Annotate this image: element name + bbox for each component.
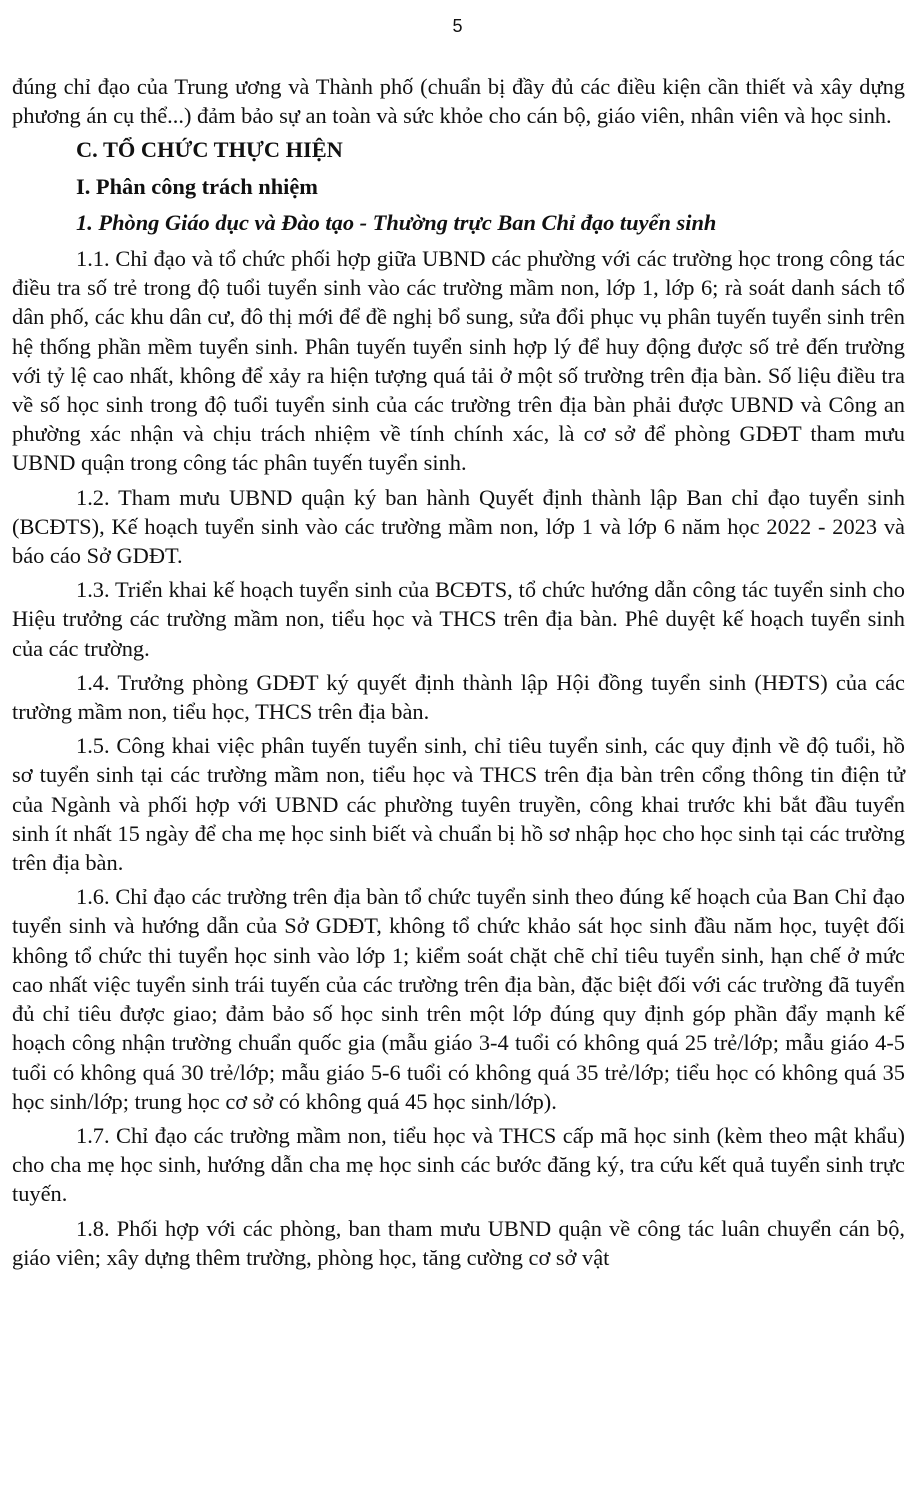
paragraph-1-3: 1.3. Triển khai kế hoạch tuyển sinh của BCĐTS, tổ chức hướng dẫn công tác tuyển sinh cho Hiệu trưởng các trường mầm non, tiểu học và THCS trên địa bàn. Phê duyệt kế hoạch tuyển sinh của các trường. xyxy=(12,577,905,661)
paragraph-1-5: 1.5. Công khai việc phân tuyến tuyển sinh, chỉ tiêu tuyển sinh, các quy định về độ tuổi, hồ sơ tuyển sinh tại các trường mầm non, tiểu học và THCS trên địa bàn trên cổng thông tin điện tử của Ngành và phối hợp với UBND các phường tuyên truyền, công khai trước khi bắt đầu tuyển sinh ít nhất 15 ngày để cha mẹ học sinh biết và chuẩn bị hồ sơ nhập học cho học sinh tại các trường trên địa bàn. xyxy=(12,733,905,876)
paragraph-1-1: 1.1. Chỉ đạo và tổ chức phối hợp giữa UBND các phường với các trường học trong công tác điều tra số trẻ trong độ tuổi tuyển sinh vào các trường mầm non, lớp 1, lớp 6; rà soát danh sách tổ dân phố, các khu dân cư, đô thị mới để đề nghị bổ sung, sửa đổi phục vụ phân tuyến tuyển sinh trên hệ thống phần mềm tuyển sinh. Phân tuyến tuyển sinh hợp lý để huy động được số trẻ đến trường với tỷ lệ cao nhất, không để xảy ra hiện tượng quá tải ở một số trường trên địa bàn. Số liệu điều tra về số học sinh trong độ tuổi tuyển sinh của các trường trên địa bàn phải được UBND và Công an phường xác nhận và chịu trách nhiệm về tính chính xác, là cơ sở để phòng GDĐT tham mưu UBND quận trong công tác phân tuyến tuyển sinh. xyxy=(12,246,905,476)
paragraph-1-7: 1.7. Chỉ đạo các trường mầm non, tiểu học và THCS cấp mã học sinh (kèm theo mật khẩu) cho cha mẹ học sinh, hướng dẫn cha mẹ học sinh các bước đăng ký, tra cứu kết quả tuyển sinh trực tuyến. xyxy=(12,1122,905,1207)
section-heading-i: I. Phân công trách nhiệm xyxy=(76,173,318,199)
continuation-paragraph: đúng chỉ đạo của Trung ương và Thành phố (chuẩn bị đầy đủ các điều kiện cần thiết và xây dựng phương án cụ thể...) đảm bảo sự an toàn và sức khỏe cho cán bộ, giáo viên, nhân viên và học sinh. xyxy=(12,74,905,129)
subsection-heading-1: 1. Phòng Giáo dục và Đào tạo - Thường trực Ban Chỉ đạo tuyển sinh xyxy=(76,209,717,235)
page-number: 5 xyxy=(452,16,463,36)
paragraph-1-2: 1.2. Tham mưu UBND quận ký ban hành Quyết định thành lập Ban chỉ đạo tuyển sinh (BCĐTS), Kế hoạch tuyển sinh vào các trường mầm non, lớp 1 và lớp 6 năm học 2022 - 2023 và báo cáo Sở GDĐT. xyxy=(12,484,905,569)
paragraph-1-6: 1.6. Chỉ đạo các trường trên địa bàn tổ chức tuyển sinh theo đúng kế hoạch của Ban Chỉ đạo tuyển sinh và hướng dẫn của Sở GDĐT, không tổ chức khảo sát học sinh đầu năm học, tuyệt đối không tổ chức thi tuyển học sinh vào lớp 1; kiểm soát chặt chẽ chỉ tiêu tuyển sinh, hạn chế ở mức cao nhất việc tuyển sinh trái tuyến của các trường trên địa bàn, đặc biệt đối với các trường đã tuyển đủ chỉ tiêu được giao; đảm bảo số học sinh trên một lớp đúng quy định góp phần đẩy mạnh kế hoạch công nhận trường chuẩn quốc gia (mẫu giáo 3-4 tuổi có không quá 25 trẻ/lớp; mẫu giáo 4-5 tuổi có không quá 30 trẻ/lớp; mẫu giáo 5-6 tuổi có không quá 35 trẻ/lớp; tiểu học có không quá 35 học sinh/lớp; trung học cơ sở có không quá 45 học sinh/lớp). xyxy=(12,884,905,1114)
section-heading-c: C. TỔ CHỨC THỰC HIỆN xyxy=(76,137,343,163)
paragraph-1-8: 1.8. Phối hợp với các phòng, ban tham mưu UBND quận về công tác luân chuyển cán bộ, giáo viên; xây dựng thêm trường, phòng học, tăng cường cơ sở vật xyxy=(12,1215,905,1270)
document-body xyxy=(12,72,905,1277)
paragraph-1-4: 1.4. Trưởng phòng GDĐT ký quyết định thành lập Hội đồng tuyển sinh (HĐTS) của các trường mầm non, tiểu học, THCS trên địa bàn. xyxy=(12,669,905,725)
